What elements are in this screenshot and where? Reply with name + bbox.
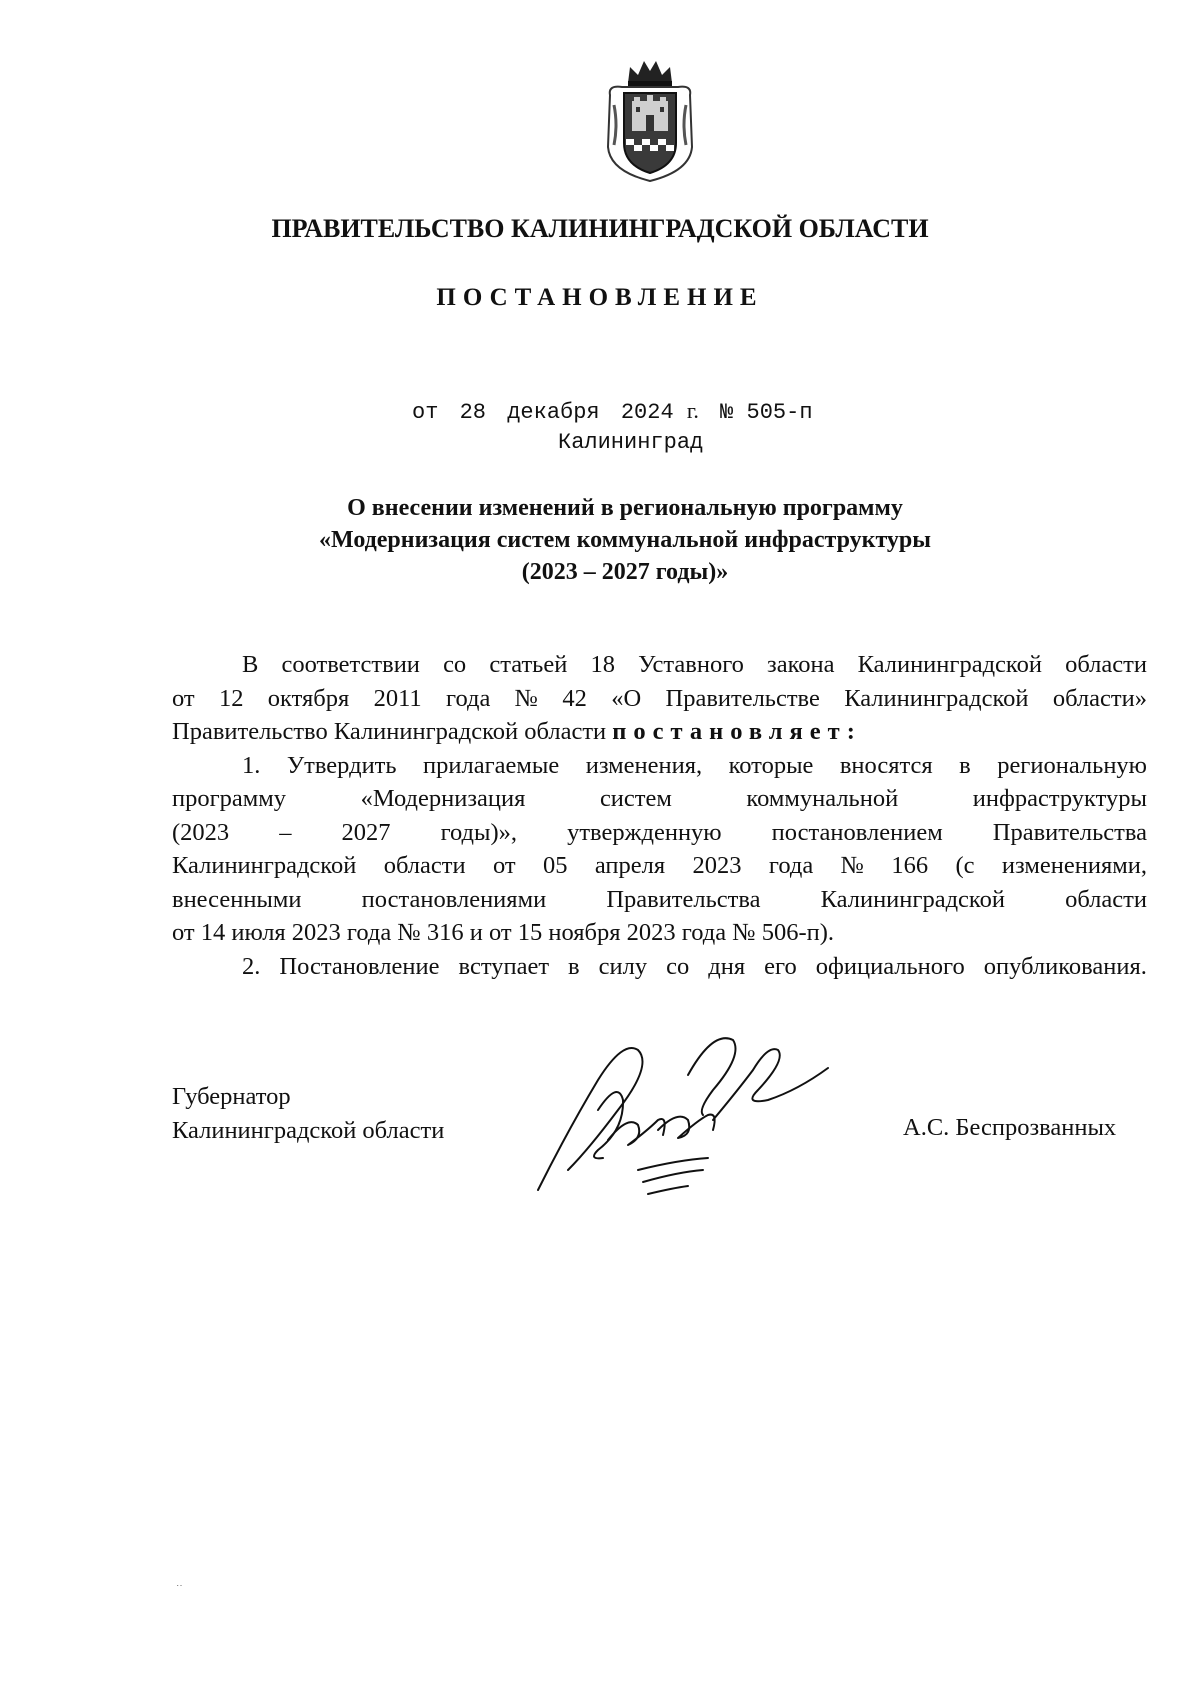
body-line	[172, 782, 1147, 816]
resolves-word: постановляет:	[612, 718, 862, 745]
body-word: официального	[815, 952, 965, 980]
body-word: от	[492, 852, 516, 879]
date-day: 28	[459, 400, 487, 425]
body-word: в	[568, 952, 580, 980]
body-word: изменения,	[585, 751, 703, 779]
subject-line: (2023 – 2027 годы)»	[521, 559, 729, 585]
body-line	[172, 715, 1147, 749]
body-word: Калининградской	[820, 885, 1005, 913]
handwritten-signature	[528, 1020, 858, 1210]
body-line	[172, 883, 1147, 917]
body-word: Правительства	[992, 818, 1147, 846]
body-text: от 14 июля 2023 года № 316 и от 15 ноября 2023 года № 506-п).	[172, 919, 835, 946]
body-word: области	[383, 852, 466, 879]
body-word: региональную	[997, 751, 1147, 779]
body-word: изменениями,	[1001, 852, 1147, 879]
body-text: Правительство Калининградской области	[172, 718, 613, 745]
body-word: от	[172, 684, 195, 712]
body-word: Правительстве	[665, 684, 820, 712]
body-word: 166	[891, 852, 929, 879]
signatory-title-line: Губернатор	[172, 1083, 291, 1110]
body-word: области»	[1052, 684, 1147, 712]
body-line	[172, 950, 1147, 984]
body-word: Утвердить	[286, 751, 397, 779]
body-word: 12	[218, 684, 244, 712]
date-prefix: от	[412, 400, 439, 425]
date-month: декабря	[507, 400, 600, 425]
body-word: прилагаемые	[423, 751, 560, 779]
body-word: (2023	[172, 818, 230, 846]
body-word: области	[1065, 885, 1147, 913]
body-word: 2011	[373, 684, 422, 712]
body-word: №	[514, 684, 539, 712]
body-word: со	[666, 952, 690, 980]
body-word: утвержденную	[567, 818, 722, 846]
body-line	[172, 682, 1147, 716]
body-word: года	[768, 852, 814, 879]
document-subject	[230, 492, 1020, 588]
body-word: коммунальной	[746, 785, 899, 812]
body-word: годы)»,	[440, 818, 518, 846]
date-year: 2024	[620, 400, 674, 425]
body-line	[172, 816, 1147, 850]
body-word: силу	[598, 952, 648, 980]
body-word: «О	[611, 684, 642, 712]
body-word: со	[443, 651, 467, 678]
body-word: «Модернизация	[360, 785, 526, 812]
body-line	[172, 749, 1147, 783]
body-word: Калининградской	[844, 684, 1029, 712]
body-word: статьей	[489, 651, 568, 678]
body-word: Постановление	[279, 952, 440, 980]
body-word: постановлениями	[361, 885, 547, 913]
body-word: Уставного	[638, 651, 744, 678]
body-word: года	[446, 684, 491, 712]
body-line	[172, 916, 1147, 950]
body-word: инфраструктуры	[972, 785, 1147, 812]
body-word: Правительства	[606, 885, 761, 913]
document-body	[172, 648, 1147, 983]
body-word: В	[242, 651, 259, 678]
document-number: № 505-п	[720, 400, 813, 425]
subject-line: «Модернизация систем коммунальной инфраструктуры	[318, 527, 931, 553]
body-word: (с	[955, 852, 975, 879]
body-word: апреля	[594, 852, 666, 879]
body-word: программу	[172, 785, 287, 812]
body-word: систем	[599, 785, 672, 812]
body-line	[172, 648, 1147, 682]
body-word: в	[959, 751, 971, 779]
body-word: 05	[542, 852, 568, 879]
body-word: 18	[590, 651, 615, 678]
body-word: 1.	[242, 751, 261, 779]
body-word: 2.	[242, 952, 261, 980]
body-word: 42	[562, 684, 587, 712]
body-word: которые	[728, 751, 814, 779]
scan-speck: ‥	[176, 1578, 183, 1589]
coat-of-arms-icon	[600, 55, 700, 185]
body-word: области	[1065, 651, 1147, 678]
body-word: Калининградской	[857, 651, 1042, 678]
body-word: соответствии	[281, 651, 420, 678]
body-word: его	[764, 952, 797, 980]
body-word: Калининградской	[172, 852, 357, 879]
signatory-name: А.С. Беспрозванных	[903, 1114, 1117, 1141]
signatory-title-line: Калининградской области	[172, 1117, 445, 1144]
body-word: дня	[708, 952, 746, 980]
body-word: внесенными	[172, 885, 302, 913]
organization-name: ПРАВИТЕЛЬСТВО КАЛИНИНГРАДСКОЙ ОБЛАСТИ	[271, 214, 929, 243]
body-line	[172, 849, 1147, 883]
body-word: –	[279, 818, 292, 846]
body-word: постановлением	[771, 818, 943, 846]
signatory-title	[172, 1080, 444, 1148]
body-word: вступает	[458, 952, 550, 980]
document-city: Калининград	[558, 430, 704, 455]
body-word: закона	[767, 651, 835, 678]
subject-line: О внесении изменений в региональную программу	[347, 495, 903, 521]
year-suffix: г.	[686, 398, 699, 423]
body-word: опубликования.	[983, 952, 1147, 980]
body-word: октября	[267, 684, 350, 712]
document-type: ПОСТАНОВЛЕНИЕ	[436, 284, 764, 311]
body-word: 2023	[692, 852, 742, 879]
body-word: вносятся	[839, 751, 933, 779]
document-date-number	[412, 398, 813, 425]
body-word: 2027	[341, 818, 391, 846]
body-word: №	[840, 852, 864, 879]
